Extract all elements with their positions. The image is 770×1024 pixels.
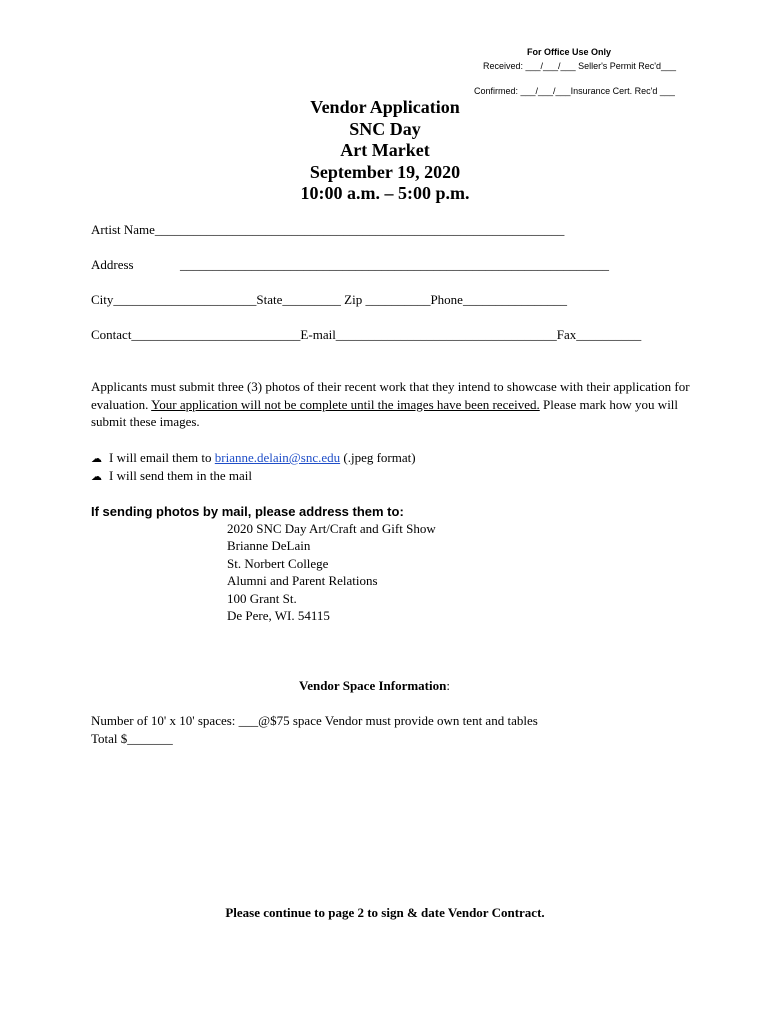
title-art-market: Art Market [340,140,430,160]
contact-email-fax-fields[interactable]: Contact__________________________E-mail__________________________________Fax__________ [91,327,642,342]
option-email[interactable] [91,450,416,466]
mail-address-line: Alumni and Parent Relations [227,573,378,588]
instructions-mark-text: Please mark how you will submit these images. [91,396,679,429]
title-vendor-application: Vendor Application [310,97,460,117]
mail-address-heading: If sending photos by mail, please address them to: [91,504,404,519]
vendor-space-heading-text: Vendor Space Information [299,678,447,693]
option-email-prefix: I will email them to [109,450,215,465]
address-field[interactable]: __________________________________________________________________ [180,257,609,272]
title-time: 10:00 a.m. – 5:00 p.m. [300,183,470,203]
mail-address-line: De Pere, WI. 54115 [227,608,330,623]
instructions-underlined: Your application will not be complete until the images have been received. [151,396,540,412]
cloud-bullet-icon: ☁ [91,471,102,483]
mail-address-line: 2020 SNC Day Art/Craft and Gift Show [227,521,436,536]
office-received-line: Received: ___/___/___ Seller's Permit Rec'd___ [483,61,677,71]
vendor-space-heading-colon: : [446,678,450,693]
city-state-zip-phone-fields[interactable]: City______________________State_________ Zip __________Phone________________ [91,292,567,307]
option-mail-text: I will send them in the mail [109,468,252,483]
vendor-space-heading [299,678,450,694]
office-use-title: For Office Use Only [527,47,612,57]
mail-address-line: 100 Grant St. [227,591,297,606]
title-snc-day: SNC Day [349,119,421,139]
address-label: Address [91,257,134,272]
title-date: September 19, 2020 [309,162,461,182]
cloud-bullet-icon: ☁ [91,453,102,465]
artist-name-field[interactable]: Artist Name_______________________________________________________________ [91,222,565,237]
total-field[interactable]: Total $_______ [91,731,173,746]
option-mail[interactable] [91,468,252,484]
mail-address-line: Brianne DeLain [227,538,311,553]
instructions-paragraph [91,378,691,431]
email-link[interactable]: brianne.delain@snc.edu [214,450,341,465]
office-confirmed-line: Confirmed: ___/___/___Insurance Cert. Rec'd ___ [474,86,675,96]
instructions-text: Applicants must submit three (3) photos of their recent work that they intend to showcase with their application for evaluation. [91,379,690,412]
mail-address-line: St. Norbert College [227,556,329,571]
continue-note: Please continue to page 2 to sign & date Vendor Contract. [225,905,545,920]
option-email-suffix: (.jpeg format) [340,450,416,465]
spaces-field[interactable]: Number of 10' x 10' spaces: ___@$75 space Vendor must provide own tent and tables [91,713,538,728]
